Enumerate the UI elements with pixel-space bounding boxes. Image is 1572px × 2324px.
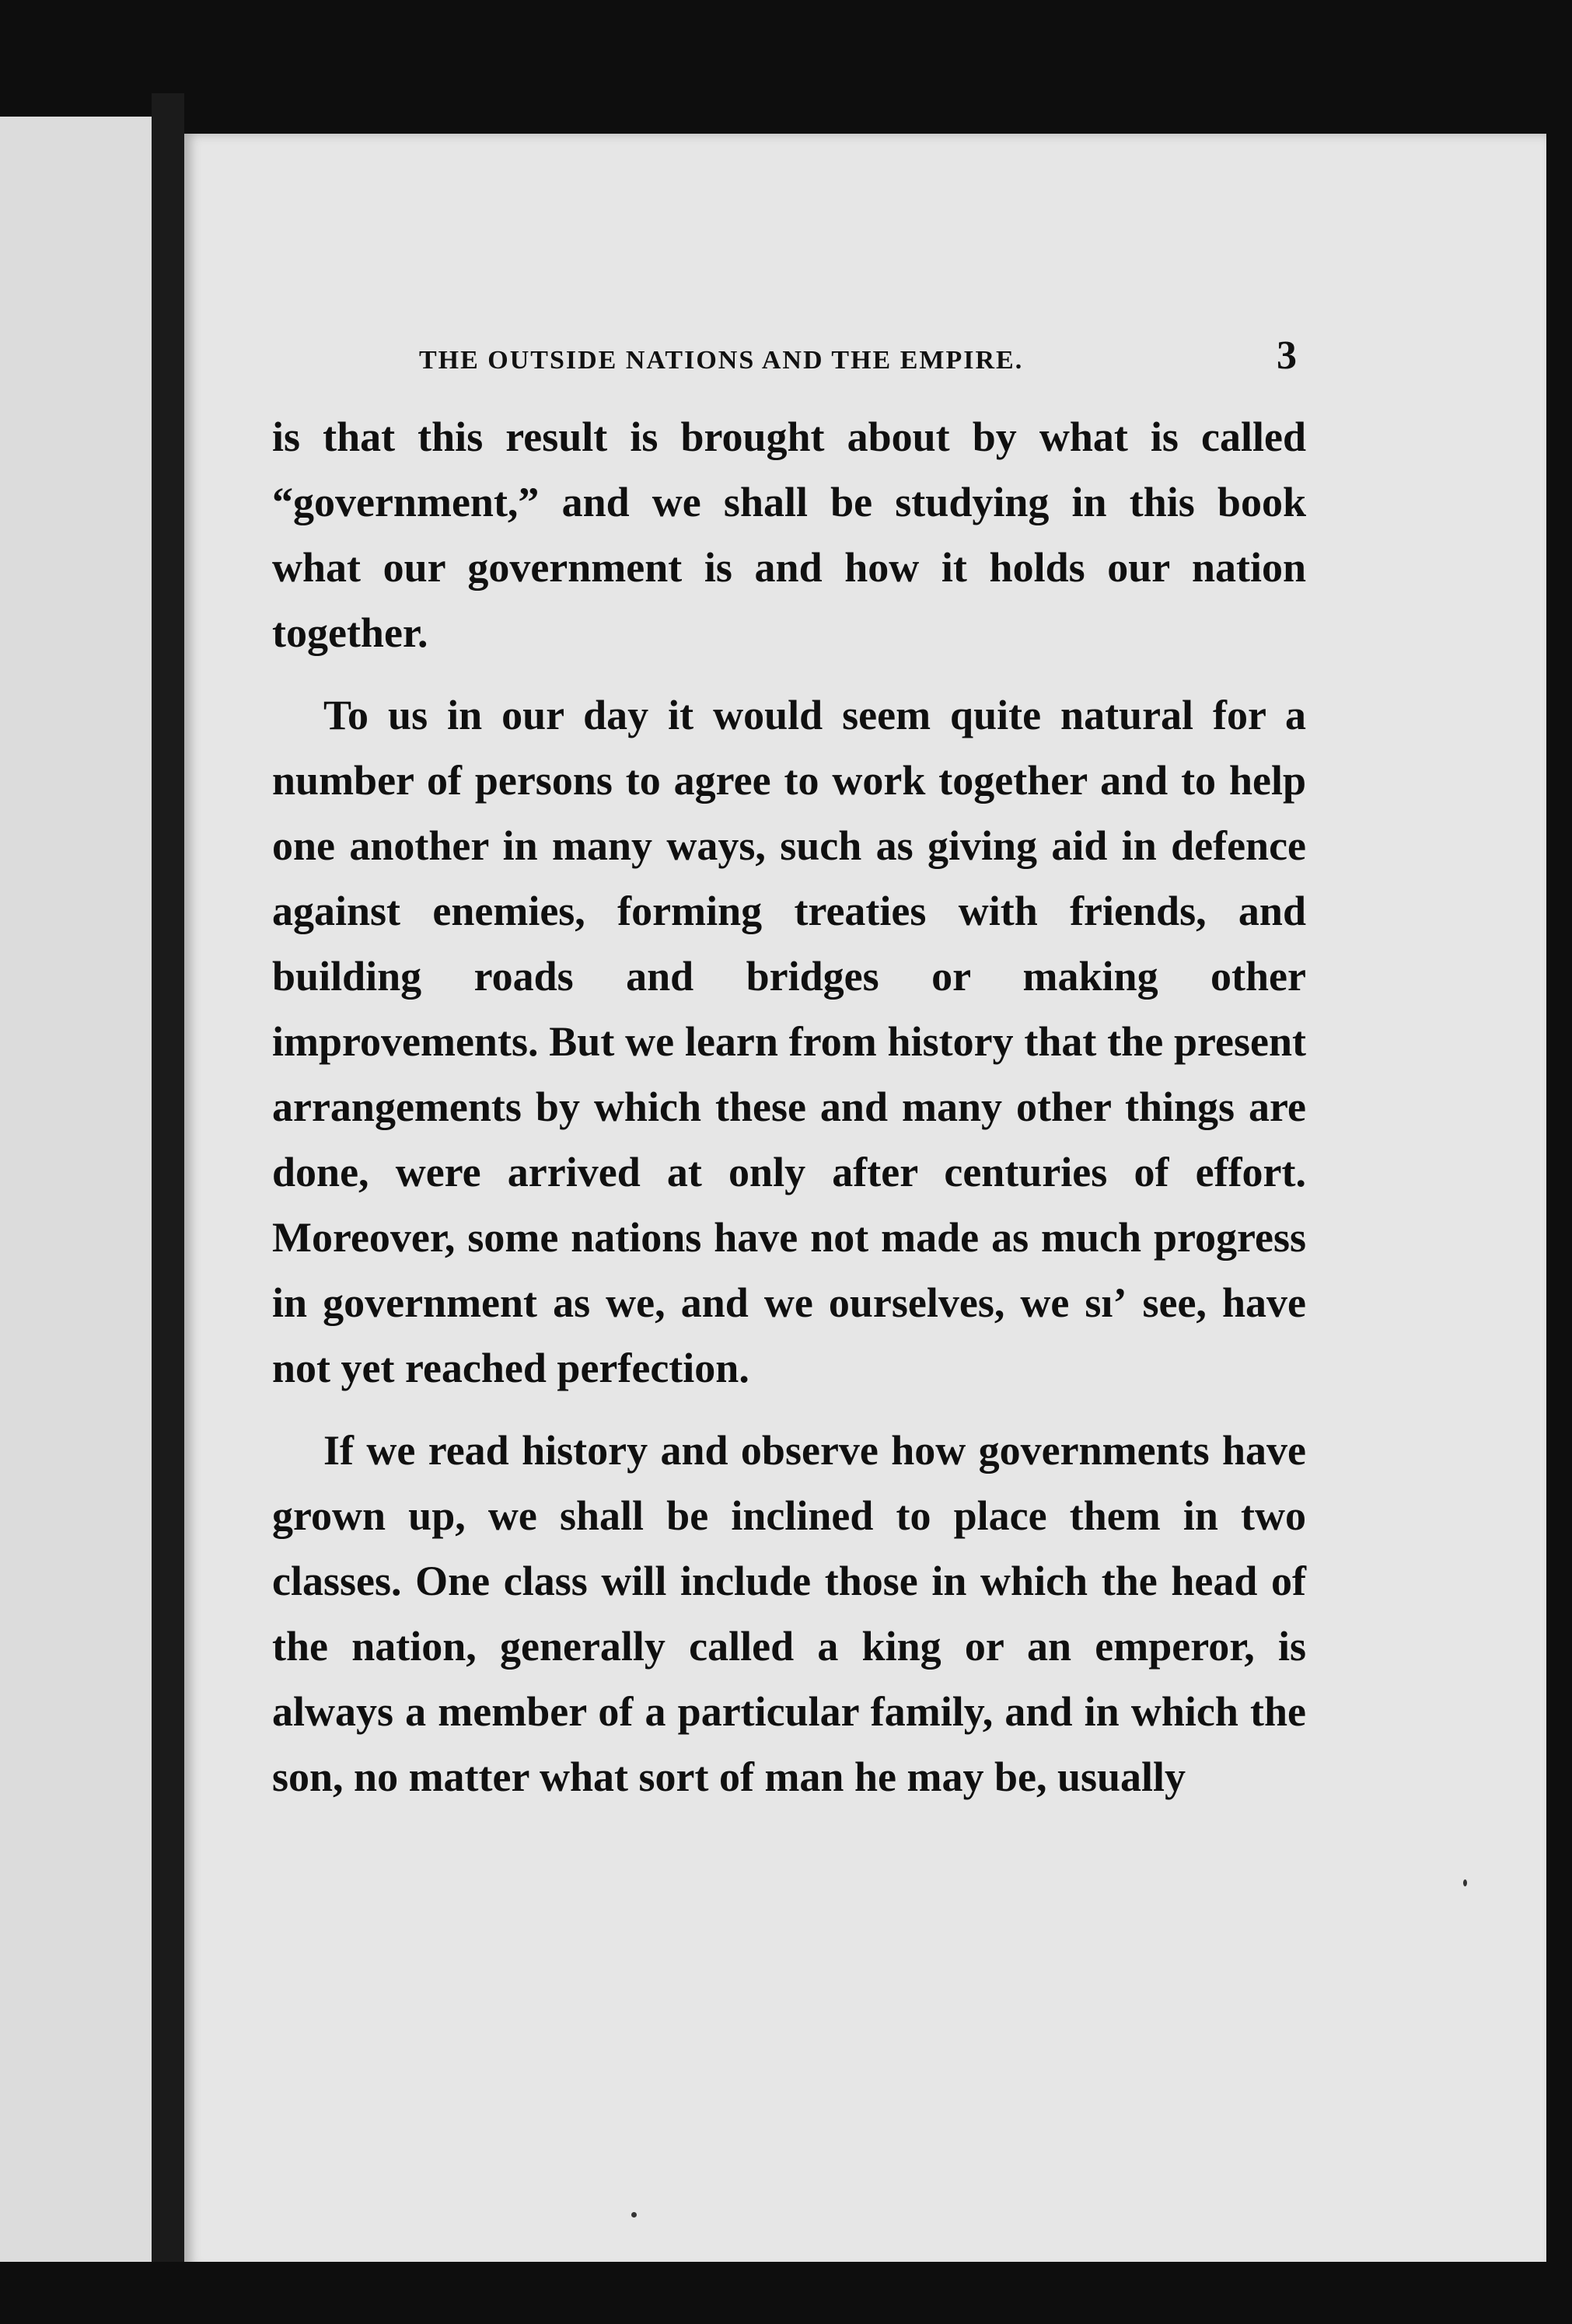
page-body xyxy=(272,404,1306,1827)
scan-speck xyxy=(631,2212,637,2218)
running-head xyxy=(236,333,1297,387)
paragraph-3: If we read history and observe how governments have grown up, we shall be inclined to place them in two classes. One class will include those in which the head of the nation, generally called a king or an emperor, is always a member of a particular family, and in which the son, no matter what sort of man he may be, usually xyxy=(272,1427,1306,1800)
book-gutter xyxy=(152,93,184,2293)
page-number: 3 xyxy=(1277,333,1297,378)
scan-speck xyxy=(1463,1879,1467,1886)
scan-bottom-border xyxy=(117,2262,1563,2324)
paragraph-2: To us in our day it would seem quite natural for a number of persons to agree to work together and to help one another in many ways, such as giving aid in defence against enemies, forming treaties with friends, and building roads and bridges or making other improvements. But we learn from history that the present arrangements by which these and many other things are done, were arrived at only after centuries of effort. Moreover, some nations have not made as much progress in government as we, and we ourselves, we sıʼ see, have not yet reached perfection. xyxy=(272,692,1306,1391)
running-head-title: THE OUTSIDE NATIONS AND THE EMPIRE. xyxy=(419,346,1024,375)
paragraph-1: is that this result is brought about by what is called “government,” and we shall be studying in this book what our government is and how it holds our nation together. xyxy=(272,414,1306,656)
facing-page-edge xyxy=(0,117,156,2262)
